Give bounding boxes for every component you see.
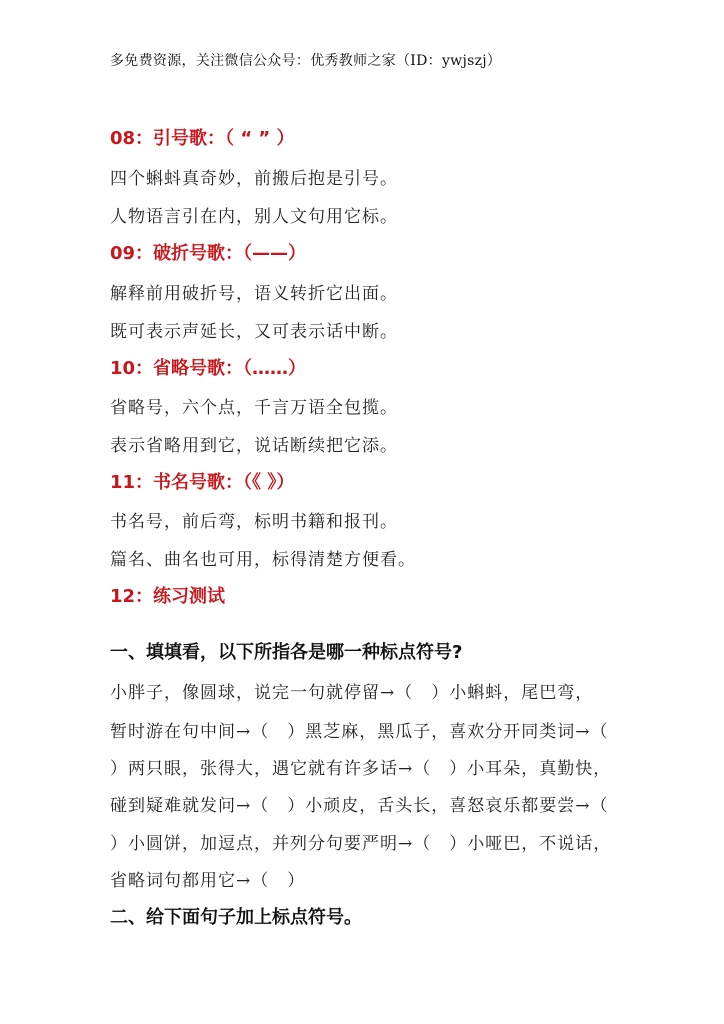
- song-line: 书名号，前后弯，标明书籍和报刊。: [110, 512, 398, 532]
- song-line: 篇名、曲名也可用，标得清楚方便看。: [110, 550, 416, 570]
- exercise-1-line: 暂时游在句中间→（ ）黑芝麻，黑瓜子，喜欢分开同类词→（: [110, 722, 609, 742]
- song-heading-book-title-marks: 11：书名号歌：（《 》）: [110, 472, 295, 493]
- song-line: 四个蝌蚪真奇妙，前搬后抱是引号。: [110, 169, 398, 189]
- exercise-1-line: 碰到疑难就发问→（ ）小顽皮，舌头长，喜怒哀乐都要尝→（: [110, 796, 609, 816]
- exercise-2-title: 二、给下面句子加上标点符号。: [110, 907, 362, 928]
- song-line: 人物语言引在内，别人文句用它标。: [110, 207, 398, 227]
- exercise-1-line: 省略词句都用它→（ ）: [110, 871, 306, 891]
- song-line: 解释前用破折号，语义转折它出面。: [110, 284, 398, 304]
- exercise-1-line: ）小圆饼，加逗点，并列分句要严明→（ ）小哑巴，不说话，: [110, 834, 612, 854]
- practice-heading: 12：练习测试: [110, 586, 226, 607]
- song-heading-quotation-marks: 08：引号歌：（ “ ” ）: [110, 128, 295, 149]
- header-note: 多免费资源，关注微信公众号：优秀教师之家（ID：ywjszj）: [110, 53, 502, 69]
- exercise-1-title: 一、填填看，以下所指各是哪一种标点符号?: [110, 642, 463, 663]
- song-line: 表示省略用到它，说话断续把它添。: [110, 436, 398, 456]
- exercise-1-line: 小胖子，像圆球，说完一句就停留→（ ）小蝌蚪，尾巴弯，: [110, 683, 594, 703]
- song-heading-ellipsis: 10：省略号歌：（……）: [110, 358, 307, 379]
- song-line: 省略号，六个点，千言万语全包揽。: [110, 398, 398, 418]
- song-heading-dash: 09：破折号歌：（——）: [110, 243, 307, 264]
- exercise-1-line: ）两只眼，张得大，遇它就有许多话→（ ）小耳朵，真勤快，: [110, 759, 612, 779]
- song-line: 既可表示声延长，又可表示话中断。: [110, 322, 398, 342]
